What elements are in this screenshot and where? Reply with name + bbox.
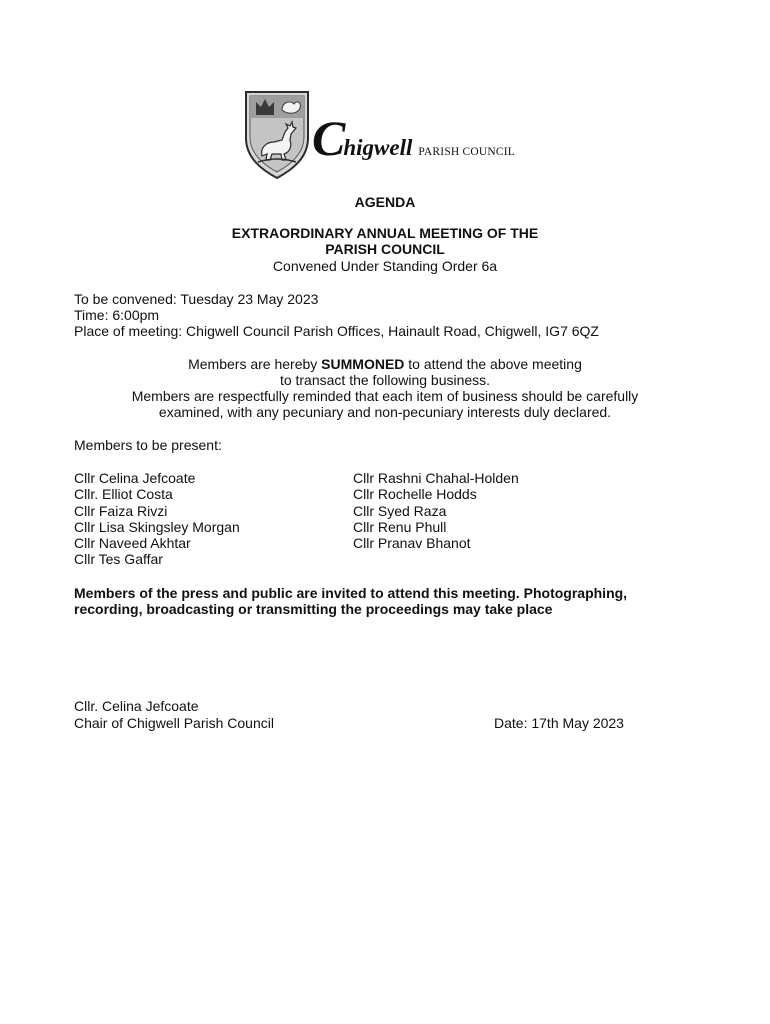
meeting-title-line-1: EXTRAORDINARY ANNUAL MEETING OF THE (231, 225, 539, 241)
member-name: Cllr Lisa Skingsley Morgan (74, 518, 240, 535)
summons-line-3: Members are respectfully reminded that each item of business should be carefully (131, 388, 639, 404)
signatory-name: Cllr. Celina Jefcoate (74, 698, 199, 714)
summons-text-after: to attend the above meeting (404, 356, 582, 372)
press-notice-line-1: Members of the press and public are invited to attend this meeting. Photographing, (74, 585, 628, 601)
members-list-left (74, 470, 240, 568)
member-name: Cllr Naveed Akhtar (74, 535, 191, 552)
wordmark-subtitle: PARISH COUNCIL (418, 146, 516, 158)
member-name: Cllr Rochelle Hodds (353, 486, 477, 503)
member-name: Cllr. Elliot Costa (74, 486, 173, 503)
summons-line-4: examined, with any pecuniary and non-pecuniary interests duly declared. (158, 404, 612, 420)
agenda-heading: AGENDA (354, 194, 416, 210)
member-name: Cllr Rashni Chahal-Holden (353, 470, 519, 486)
member-name: Cllr Pranav Bhanot (353, 535, 471, 552)
member-name: Cllr Tes Gaffar (74, 551, 163, 568)
members-list-right (353, 470, 519, 551)
parish-crest-icon (244, 90, 310, 180)
member-name: Cllr Syed Raza (353, 502, 447, 519)
meeting-date: To be convened: Tuesday 23 May 2023 (74, 291, 319, 307)
council-wordmark (312, 110, 516, 166)
wordmark-initial: C (312, 110, 346, 166)
meeting-time: Time: 6:00pm (74, 307, 160, 323)
member-name: Cllr Renu Phull (353, 518, 447, 535)
summoned-keyword: SUMMONED (321, 356, 405, 372)
summons-line-2: to transact the following business. (279, 372, 491, 388)
wordmark-name: higwell (343, 135, 413, 160)
convened-note: Convened Under Standing Order 6a (272, 258, 498, 274)
meeting-place: Place of meeting: Chigwell Council Parish Offices, Hainault Road, Chigwell, IG7 6QZ (74, 323, 599, 339)
meeting-title-line-2: PARISH COUNCIL (325, 241, 445, 257)
member-name: Cllr Faiza Rivzi (74, 502, 168, 519)
summons-text-before: Members are hereby (188, 356, 322, 372)
summons-line-1 (0, 356, 770, 373)
issue-date: Date: 17th May 2023 (494, 715, 624, 731)
members-heading: Members to be present: (74, 437, 222, 453)
signatory-role: Chair of Chigwell Parish Council (74, 715, 274, 731)
member-name: Cllr Celina Jefcoate (74, 470, 196, 486)
press-notice-line-2: recording, broadcasting or transmitting the proceedings may take place (74, 601, 553, 617)
